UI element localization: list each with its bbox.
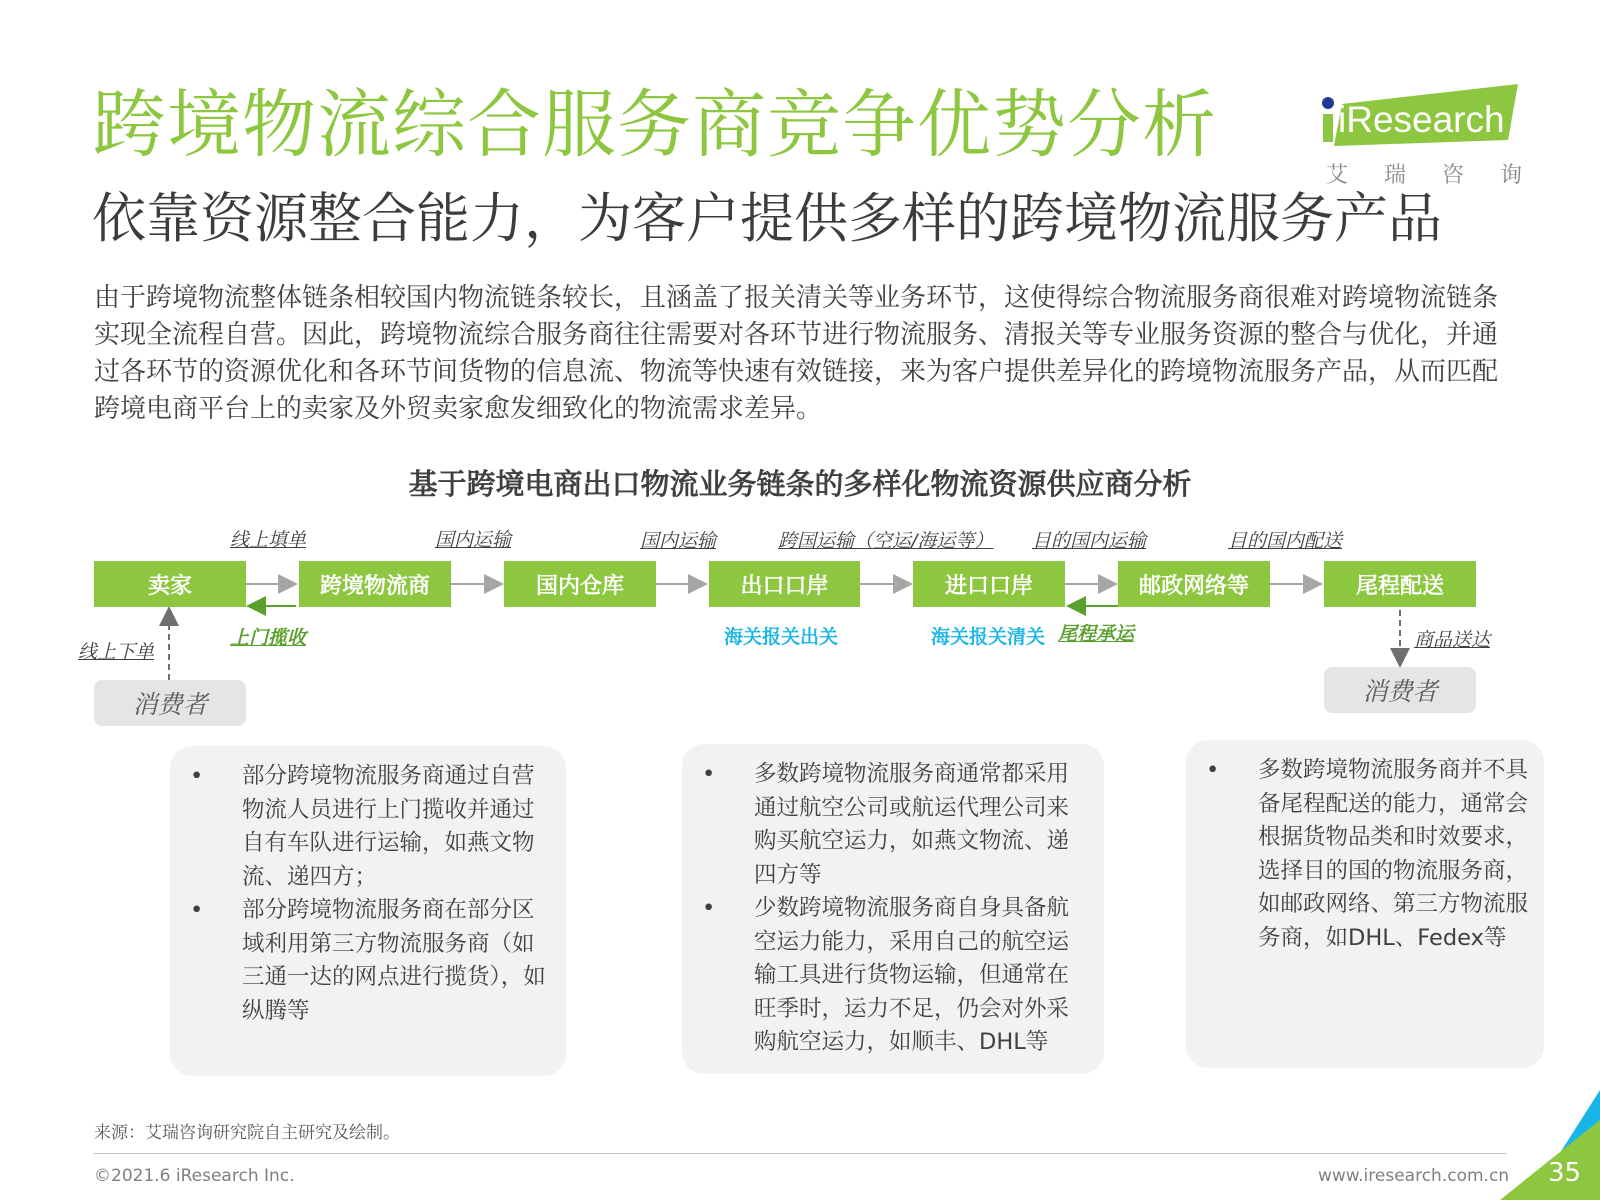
consumer-right: 消费者 bbox=[1324, 667, 1476, 713]
node-import-port: 进口口岸 bbox=[913, 561, 1065, 607]
box-last-mile-details bbox=[1186, 740, 1544, 1068]
link-label-online-form: 线上填单 bbox=[230, 529, 307, 551]
link-label-destination-transport: 目的国内运输 bbox=[1032, 530, 1147, 552]
box3-item-1: • 多数跨境物流服务商并不具备尾程配送的能力，通常会根据货物品类和时效要求，选择目的国的物流服务商，如邮政网络、第三方物流服务商，如DHL、Fedex等 bbox=[1186, 754, 1530, 955]
diagram-title: 基于跨境电商出口物流业务链条的多样化物流资源供应商分析 bbox=[408, 467, 1192, 501]
export-customs-label: 海关报关出关 bbox=[724, 626, 839, 648]
logo-subtext: 艾 瑞 咨 询 bbox=[1326, 163, 1522, 188]
consumer-left: 消费者 bbox=[94, 680, 246, 726]
node-forwarder: 跨境物流商 bbox=[299, 561, 451, 607]
box2-item-1: • 多数跨境物流服务商通常都采用通过航空公司或航运代理公司来购买航空运力，如燕文物流、递四方等 bbox=[682, 758, 1084, 892]
website-link[interactable]: www.iresearch.com.cn bbox=[1318, 1166, 1510, 1186]
last-mile-carry-label: 尾程承运 bbox=[1058, 623, 1135, 645]
import-customs-label: 海关报关清关 bbox=[931, 626, 1046, 648]
node-postal-network: 邮政网络等 bbox=[1118, 561, 1270, 607]
link-label-destination-delivery: 目的国内配送 bbox=[1228, 530, 1343, 552]
source-note: 来源：艾瑞咨询研究院自主研究及绘制。 bbox=[94, 1123, 400, 1143]
box1-item-1: • 部分跨境物流服务商通过自营物流人员进行上门揽收并通过自有车队进行运输，如燕文物流、递四方； bbox=[170, 760, 546, 894]
node-domestic-warehouse: 国内仓库 bbox=[504, 561, 656, 607]
link-label-international: 跨国运输（空运/海运等） bbox=[778, 530, 994, 552]
page-subtitle: 依靠资源整合能力，为客户提供多样的跨境物流服务产品 bbox=[92, 187, 1442, 250]
box2-item-2: • 少数跨境物流服务商自身具备航空运力能力，采用自己的航空运输工具进行货物运输，但通常在旺季时，运力不足，仍会对外采购航空运力，如顺丰、DHL等 bbox=[682, 892, 1084, 1060]
page-title: 跨境物流综合服务商竞争优势分析 bbox=[92, 82, 1217, 168]
intro-paragraph: 由于跨境物流整体链条相较国内物流链条较长，且涵盖了报关清关等业务环节，这使得综合物流服务商很难对跨境物流链条实现全流程自营。因此，跨境物流综合服务商往往需要对各环节进行物流服务、清报关等专业服务资源的整合与优化，并通过各环节的资源优化和各环节间货物的信息流、物流等快速有效链接，来为客户提供差异化的跨境物流服务产品，从而匹配跨境电商平台上的卖家及外贸卖家愈发细致化的物流需求差异。 bbox=[94, 283, 1499, 424]
node-last-mile: 尾程配送 bbox=[1324, 561, 1476, 607]
pickup-label: 上门揽收 bbox=[230, 627, 307, 649]
box1-item-2: • 部分跨境物流服务商在部分区域利用第三方物流服务商（如三通一达的网点进行揽货），如纵腾等 bbox=[170, 894, 546, 1028]
node-seller: 卖家 bbox=[94, 561, 246, 607]
link-label-domestic-1: 国内运输 bbox=[435, 529, 512, 551]
box-pickup-details bbox=[170, 746, 566, 1076]
copyright: ©2021.6 iResearch Inc. bbox=[94, 1166, 295, 1186]
link-label-domestic-2: 国内运输 bbox=[640, 530, 717, 552]
logo-wordmark: iResearch bbox=[1338, 99, 1505, 140]
footer-divider bbox=[94, 1153, 1506, 1154]
box-air-transport-details bbox=[682, 744, 1104, 1074]
page-number: 35 bbox=[1548, 1158, 1582, 1188]
goods-delivery-label: 商品送达 bbox=[1414, 629, 1491, 651]
node-export-port: 出口口岸 bbox=[709, 561, 860, 607]
online-order-label: 线上下单 bbox=[78, 641, 155, 663]
